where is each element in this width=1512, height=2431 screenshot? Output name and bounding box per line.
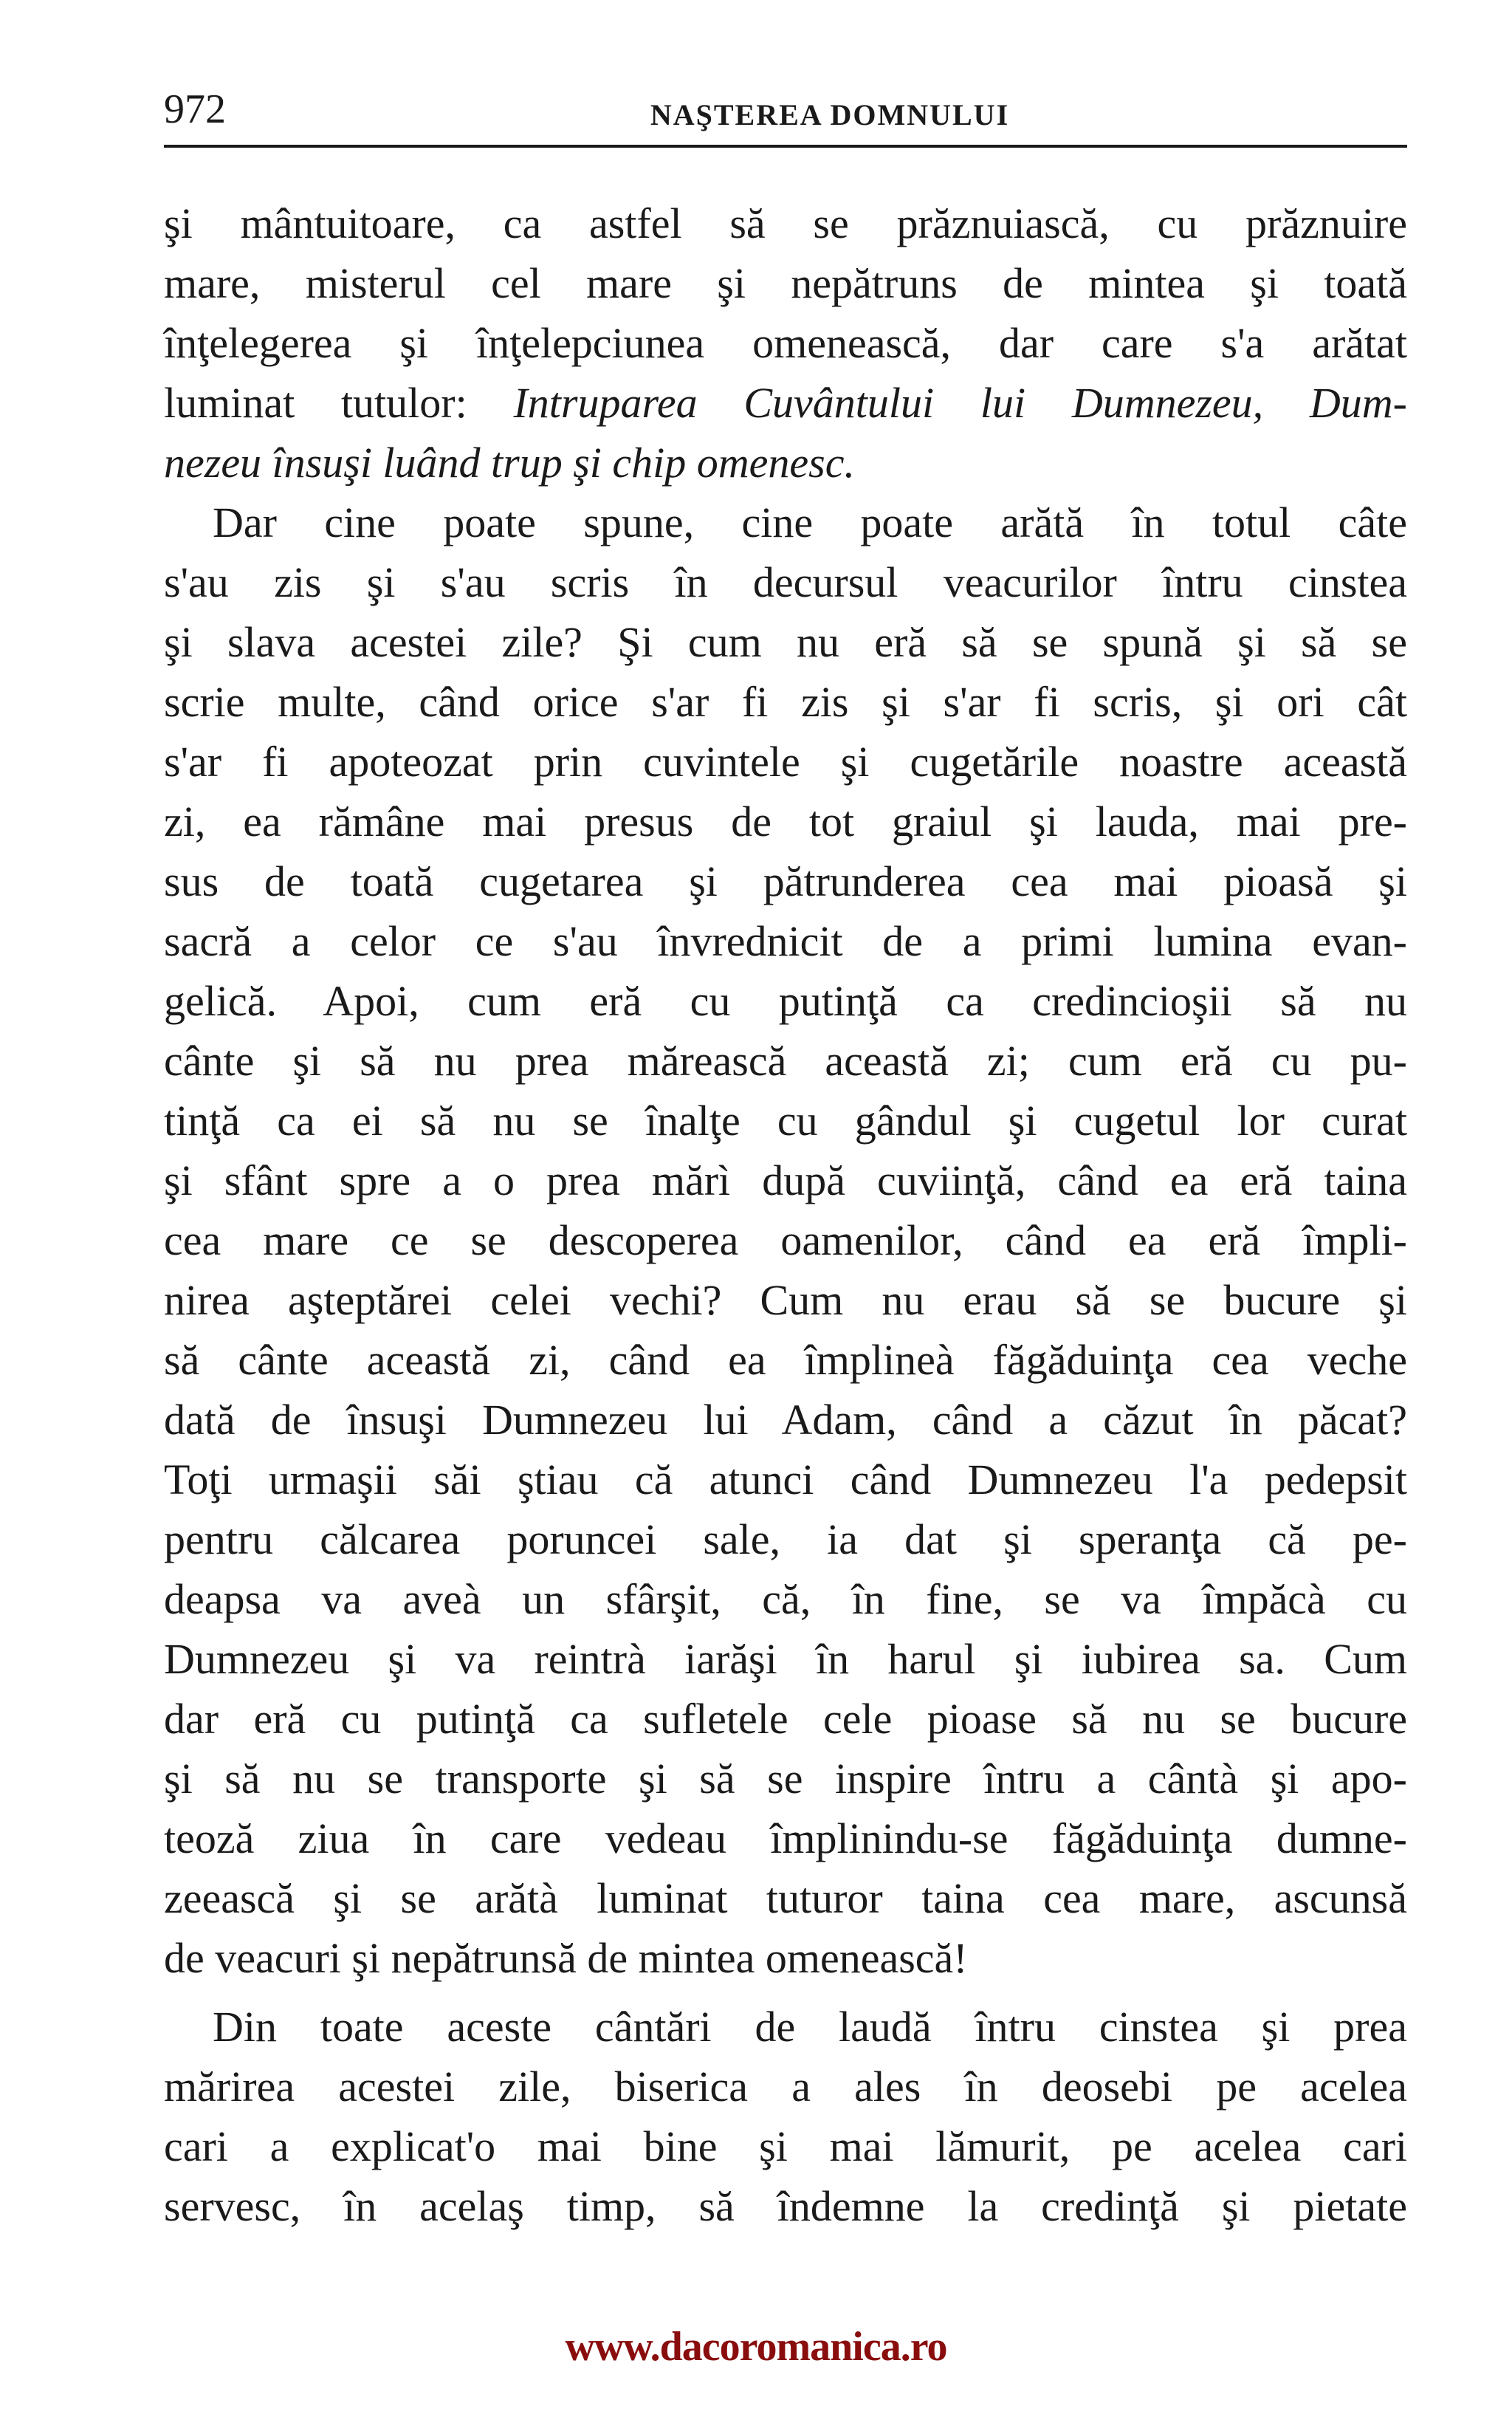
text-line: şi sfânt spre a o prea mărì după cuviinţă, când ea eră taina [164,1156,1407,1204]
italic-line: nezeu însuşi luând trup şi chip omenesc. [164,439,855,487]
text-line [164,373,1407,433]
text-line: înţelegerea şi înţelepciunea omenească, dar care s'a arătat [164,319,1407,367]
text-line: tinţă ca ei să nu se înalţe cu gândul şi cugetul lor curat [164,1097,1407,1145]
text-line: zi, ea rămâne mai presus de tot graiul şi lauda, mai pre- [164,798,1407,846]
text-line: Din toate aceste cântări de laudă întru cinstea şi prea [213,2003,1407,2051]
text-line: gelică. Apoi, cum eră cu putinţă ca credincioşii să nu [164,977,1407,1025]
text-line: Dumnezeu şi va reintrà iarăşi în harul şi iubirea sa. Cum [164,1635,1407,1683]
header-rule [164,145,1407,148]
page-header [164,80,1407,139]
italic-phrase: Intruparea Cuvântului lui Dumnezeu, Dum- [513,379,1407,427]
text-line: s'ar fi apoteozat prin cuvintele şi cugetările noastre această [164,738,1407,786]
text-line: nirea aşteptărei celei vechi? Cum nu erau să se bucure şi [164,1276,1407,1324]
text-line: zeească şi se arătà luminat tuturor taina cea mare, ascunsă [164,1874,1407,1922]
text-line: Toţi urmaşii săi ştiau că atunci când Dumnezeu l'a pedepsit [164,1455,1407,1503]
page-number: 972 [164,86,226,132]
text-line: dar eră cu putinţă ca sufletele cele pioase să nu se bucure [164,1695,1407,1743]
text-line: mare, misterul cel mare şi nepătruns de mintea şi toată [164,259,1407,307]
text-body [164,193,1407,2236]
text-line: cânte şi să nu prea mărească această zi; cum eră cu pu- [164,1037,1407,1085]
text-line: şi să nu se transporte şi să se inspire întru a cântà şi apo- [164,1755,1407,1803]
text-line: să cânte această zi, când ea împlineà făgăduinţa cea veche [164,1336,1407,1384]
paragraph-1 [164,193,1407,493]
text-line: şi mântuitoare, ca astfel să se prăznuiască, cu prăznuire [164,199,1407,247]
paragraph-3 [164,1997,1407,2236]
text-line: scrie multe, când orice s'ar fi zis şi s'ar fi scris, şi ori cât [164,678,1407,726]
text-line: servesc, în acelaş timp, să îndemne la credinţă şi pietate [164,2182,1407,2230]
text-line: sus de toată cugetarea şi pătrunderea cea mai pioasă şi [164,857,1407,905]
text-line: şi slava acestei zile? Şi cum nu eră să se spună şi să se [164,618,1407,666]
text-line: sacră a celor ce s'au învrednicit de a primi lumina evan- [164,917,1407,965]
text-line: pentru călcarea poruncei sale, ia dat şi speranţa că pe- [164,1515,1407,1563]
text-line: mărirea acestei zile, biserica a ales în deosebi pe acelea [164,2063,1407,2111]
text-line: de veacuri şi nepătrunsă de mintea omenească! [164,1934,968,1982]
text-line: Dar cine poate spune, cine poate arătă în totul câte [213,498,1407,546]
text-line: teoză ziua în care vedeau împlinindu-se făgăduinţa dumne- [164,1814,1407,1862]
paragraph-gap [164,1988,1407,1997]
text-line: s'au zis şi s'au scris în decursul veacurilor întru cinstea [164,558,1407,606]
text-line: cea mare ce se descoperea oamenilor, când ea eră împli- [164,1216,1407,1264]
text-line: dată de însuşi Dumnezeu lui Adam, când a căzut în păcat? [164,1396,1407,1444]
text-line: cari a explicat'o mai bine şi mai lămurit, pe acelea cari [164,2122,1407,2170]
text-line: deapsa va aveà un sfârşit, că, în fine, se va împăcà cu [164,1575,1407,1623]
source-watermark-url: www.dacoromanica.ro [565,2324,947,2370]
running-title: NAŞTEREA DOMNULUI [650,98,1010,131]
paragraph-2 [164,493,1407,1988]
text-segment: luminat tutulor: [164,379,514,427]
